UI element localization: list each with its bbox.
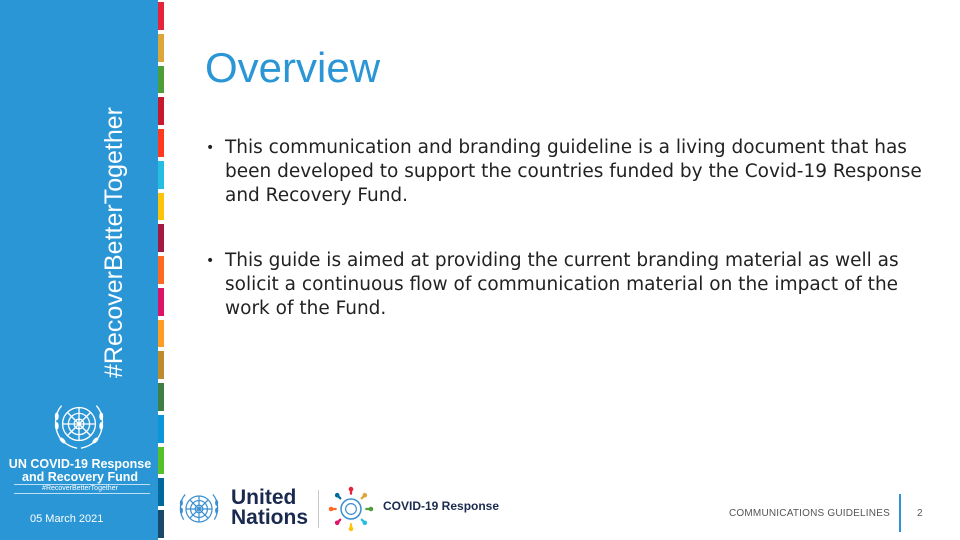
stripe-segment [158,320,164,348]
bullet-item [204,249,924,321]
stripe-segment [158,224,164,252]
covid-response-emblem-icon [328,486,374,532]
stripe-segment [158,97,164,125]
bullet-text: This communication and branding guideline is a living document that has been developed to support the countries funded by the Covid-19 Response and Recovery Fund. [225,137,922,206]
fund-divider-bottom [14,493,150,494]
slide-date: 05 March 2021 [30,513,104,525]
sidebar-panel [0,0,158,540]
slide-title: Overview [205,44,381,91]
stripe-segment [158,34,164,62]
bullet-dot: • [206,140,215,156]
fund-name-line2: and Recovery Fund [22,470,138,484]
stripe-segment [158,2,164,30]
un-word-line2: Nations [231,506,309,529]
united-nations-wordmark [231,488,308,528]
stripe-segment [158,478,164,506]
bullet-list [204,136,924,362]
footer-divider [899,494,901,532]
bullet-item [204,136,924,208]
stripe-segment [158,256,164,284]
stripe-segment [158,415,164,443]
stripe-segment [158,161,164,189]
sdg-color-stripe [158,0,164,540]
stripe-segment [158,288,164,316]
covid-response-label: COVID-19 Response [383,499,500,513]
fund-hashtag: #RecoverBetterTogether [42,485,118,492]
hashtag-vertical: #RecoverBetterTogether [100,107,128,378]
fund-name-line1: UN COVID-19 Response [8,457,152,471]
bullet-dot: • [206,253,215,269]
page-number: 2 [917,508,923,519]
bullet-text: This guide is aimed at providing the current branding material as well as solicit a continuous flow of communication material on the impact of the work of the Fund. [225,250,899,319]
stripe-segment [158,383,164,411]
un-logo-emblem-icon [176,486,222,532]
section-label: COMMUNICATIONS GUIDELINES [729,508,890,519]
stripe-segment [158,193,164,221]
un-word-line1: United [231,486,297,509]
un-emblem-icon [50,395,108,453]
stripe-segment [158,129,164,157]
stripe-segment [158,447,164,475]
stripe-segment [158,351,164,379]
stripe-segment [158,510,164,538]
stripe-segment [158,66,164,94]
logo-divider [318,490,319,528]
fund-name [8,458,152,484]
